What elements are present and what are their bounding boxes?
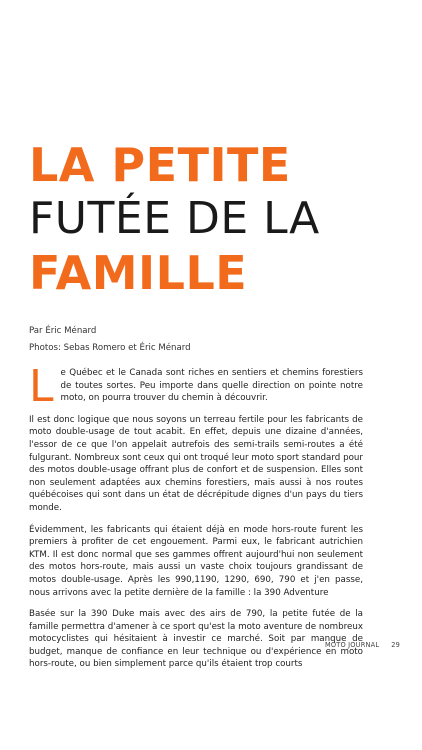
paragraph-1-text: e Québec et le Canada sont riches en sentiers et chemins forestiers de toutes sortes. Peu importe dans quelle direction on pointe notre moto, on pourra trouver du chemin à découvrir. <box>60 368 363 404</box>
article-body <box>29 361 363 680</box>
title-line-2: FUTÉE DE LA <box>29 193 320 244</box>
publication-name: MOTO JOURNAL <box>324 641 380 649</box>
page-number: 29 <box>391 641 400 649</box>
title-line-1: LA PETITE <box>29 138 291 192</box>
paragraph-4: Basée sur la 390 Duke mais avec des airs de 790, la petite futée de la famille permettra d'amener à ce sport qu'est la moto aventure de nombreux motocyclistes qui hésitaient à investir ce marché. Soit par manque de budget, manque de confiance en leur technique ou d'expérience en moto hors-route, ou bien simplement parce qu'ils étaient trop courts <box>29 609 363 670</box>
drop-cap: L <box>29 361 54 412</box>
paragraph-3: Évidemment, les fabricants qui étaient déjà en mode hors-route furent les premiers à profiter de cet engouement. Parmi eux, le fabricant autrichien KTM. Il est donc normal que ses gammes offrent aujourd'hui non seulement des motos hors-route, mais aussi un vaste choix toujours grandissant de motos double-usage. Après les 990,1190, 1290, 690, 790 et j'en passe, nous arrivons avec la petite dernière de la famille : la 390 Adventure <box>29 524 363 598</box>
title-line-3: FAMILLE <box>29 246 248 300</box>
page-footer <box>290 641 400 649</box>
article-title <box>29 138 399 300</box>
article-credits <box>29 323 191 357</box>
author-byline: Par Éric Ménard <box>29 326 97 336</box>
paragraph-1 <box>29 361 363 412</box>
photo-credit: Photos: Sebas Romero et Éric Ménard <box>29 343 191 353</box>
paragraph-2: Il est donc logique que nous soyons un terreau fertile pour les fabricants de moto double-usage de tout acabit. En effet, depuis une dizaine d'années, l'essor de ce que l'on appelait autrefois des semi-trails semi-routes a été fulgurant. Nombreux sont ceux qui ont troqué leur moto sport standard pour des motos double-usage offrant plus de confort et de suspension. Elles sont non seulement adaptées aux chemins forestiers, mais aussi à nos routes québécoises qui sont dans un état de décrépitude dignes d'un pays du tiers monde. <box>29 414 363 513</box>
